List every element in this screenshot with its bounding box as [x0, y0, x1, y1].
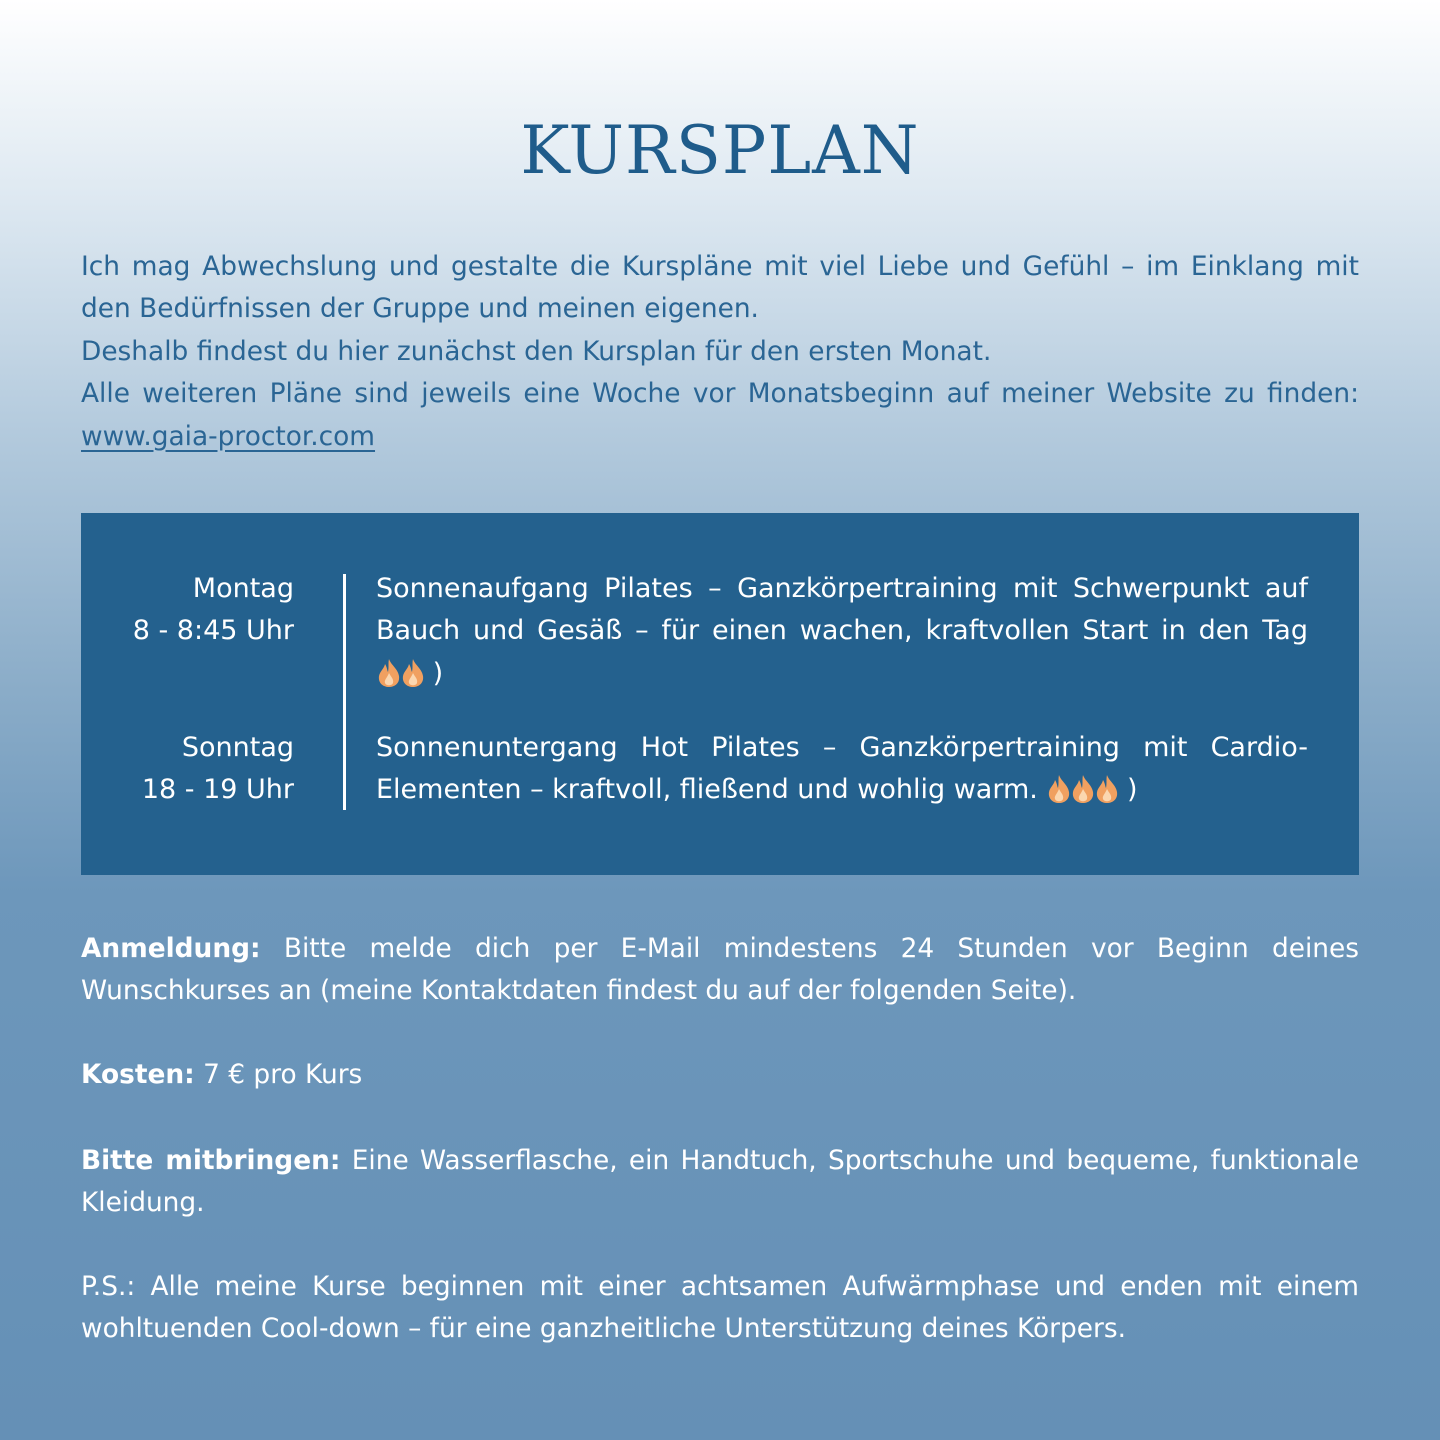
intro-paragraph-2: Deshalb findest du hier zunächst den Kursplan für den ersten Monat. [81, 335, 992, 367]
class-description: Sonnenuntergang Hot Pilates – Ganzkörpertraining mit Cardio-Elementen – kraftvoll, fließend und wohlig warm. [376, 732, 1308, 806]
flame-icon [400, 658, 426, 688]
cost-text: 7 € pro Kurs [203, 1059, 363, 1090]
flame-icon [1094, 774, 1120, 804]
flame-icon [1070, 774, 1096, 804]
closing-paren: ) [432, 657, 444, 689]
cost-label: Kosten: [81, 1059, 195, 1090]
flame-icon [1046, 774, 1072, 804]
schedule-description [376, 727, 1308, 818]
intro-text [81, 246, 1359, 458]
bring-info [81, 1140, 1359, 1225]
schedule-day-time [81, 727, 294, 812]
schedule-day: Montag [192, 573, 294, 604]
intro-paragraph-3 [81, 373, 1359, 458]
class-description: Sonnenaufgang Pilates – Ganzkörpertraining mit Schwerpunkt auf Bauch und Gesäß – für einen wachen, kraftvollen Start in den Tag [376, 573, 1308, 647]
schedule-divider [343, 574, 346, 810]
ps-note: P.S.: Alle meine Kurse beginnen mit einer achtsamen Aufwärmphase und enden mit einem wohltuenden Cool-down – für eine ganzheitliche Unterstützung deines Körpers. [81, 1271, 1359, 1345]
schedule-day-time [81, 568, 294, 653]
registration-label: Anmeldung: [81, 933, 261, 964]
intensity-flames [1046, 774, 1118, 817]
intro-paragraph-1: Ich mag Abwechslung und gestalte die Kurspläne mit viel Liebe und Gefühl – im Einklang mit den Bedürfnissen der Gruppe und meinen eigenen. [81, 251, 1359, 325]
bring-text: Eine Wasserflasche, ein Handtuch, Sportschuhe und bequeme, funktionale Kleidung. [81, 1145, 1360, 1219]
schedule-time: 8 - 8:45 Uhr [132, 615, 294, 647]
schedule-day: Sonntag [181, 732, 294, 763]
intro-paragraph-3-text: Alle weiteren Pläne sind jeweils eine Woche vor Monatsbeginn auf meiner Website zu finden: [81, 378, 1359, 410]
closing-paren: ) [1127, 774, 1138, 806]
cost-info [81, 1054, 1359, 1096]
registration-text: Bitte melde dich per E-Mail mindestens 24 Stunden vor Beginn deines Wunschkurses an (meine Kontaktdaten findest du auf der folgenden Seite). [81, 933, 1359, 1007]
schedule-description [376, 568, 1308, 701]
schedule-time: 18 - 19 Uhr [141, 774, 294, 806]
registration-info [81, 928, 1359, 1013]
intensity-flames [376, 658, 424, 701]
bring-label: Bitte mitbringen: [81, 1145, 341, 1176]
schedule-box [81, 513, 1359, 875]
flame-icon [376, 658, 402, 688]
website-link[interactable]: www.gaia-proctor.com [81, 420, 376, 452]
page-title: KURSPLAN [520, 112, 920, 189]
